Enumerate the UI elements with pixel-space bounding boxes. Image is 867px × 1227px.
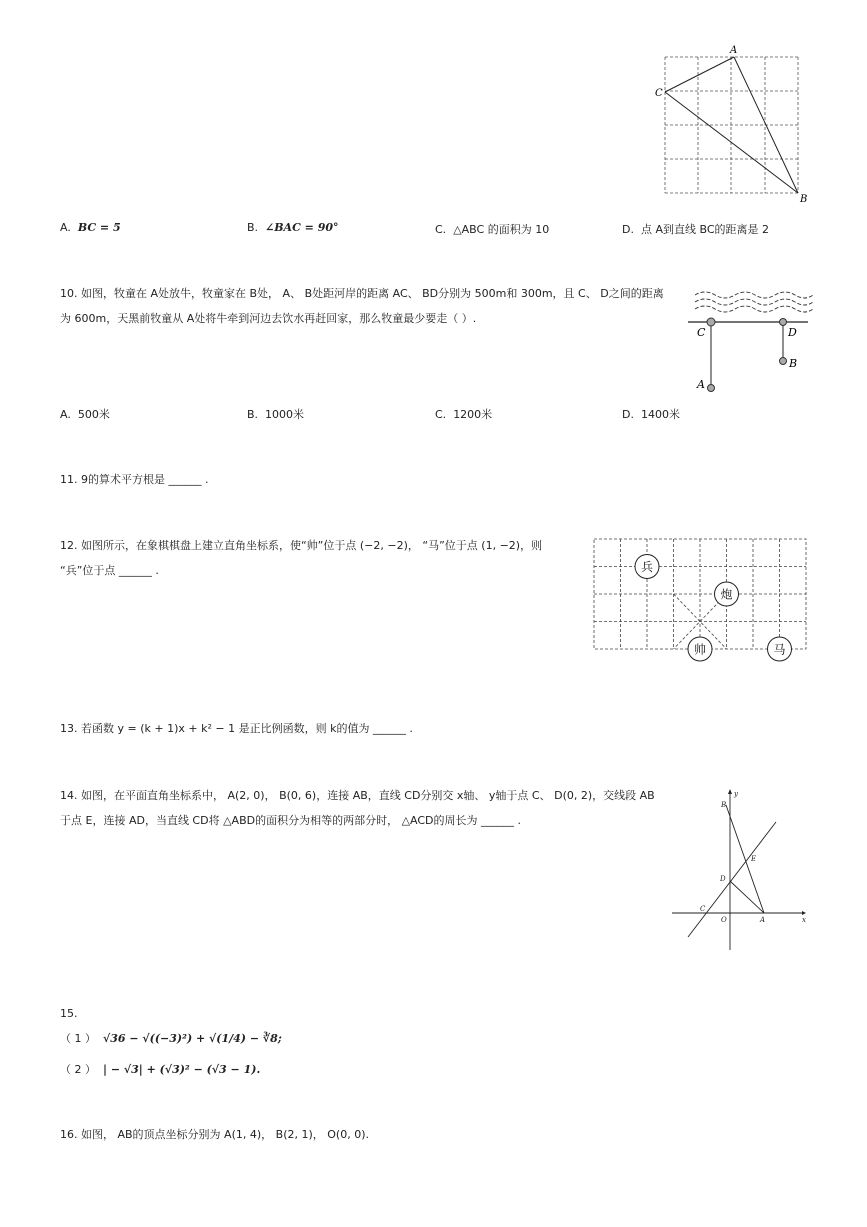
option-letter: C. [435, 223, 447, 236]
q10-option-d[interactable] [622, 406, 680, 422]
q12-chessboard-figure [590, 535, 810, 665]
q14-coordinate-figure [670, 785, 815, 955]
q14-label-d: D [720, 875, 726, 883]
q10-option-a[interactable] [60, 406, 110, 422]
q14-label-a: A [760, 916, 766, 924]
option-text: 1000米 [265, 408, 305, 421]
q9-figure [650, 40, 815, 210]
option-text: 1200米 [453, 408, 493, 421]
q12-line2: “兵”位于点 ______ . [60, 564, 159, 577]
q11-stem: 11. 9的算术平方根是 ______ . [60, 473, 209, 486]
q15-part-2 [60, 1061, 260, 1077]
q10-option-b[interactable] [247, 406, 304, 422]
q9-option-d[interactable] [622, 221, 769, 237]
q10-option-c[interactable] [435, 406, 492, 422]
q9-option-b[interactable] [247, 221, 339, 234]
q10-label-a: A [697, 378, 705, 391]
part-expression: | − √3| + (√3)² − (√3 − 1). [103, 1063, 261, 1076]
q14-label-y: y [734, 790, 738, 798]
q12-stem [60, 533, 580, 583]
q9-label-a: A [730, 45, 738, 56]
piece-pao: 炮 [720, 587, 733, 602]
option-letter: C. [435, 408, 447, 421]
q16-stem: 16. 如图， AB的顶点坐标分别为 A(1, 4)， B(2, 1)， O(0, 0). [60, 1128, 369, 1141]
q13-stem: 13. 若函数 y = (k + 1)x + k² − 1 是正比例函数，则 k的值为 ______ . [60, 722, 413, 735]
q10-figure [683, 285, 813, 397]
q14-line1: 14. 如图，在平面直角坐标系中， A(2, 0)， B(0, 6)，连接 AB，直线 CD分别交 x轴、 y轴于点 C、 D(0, 2)，交线段 AB [60, 789, 655, 802]
option-letter: A. [60, 221, 71, 234]
part-expression: √36 − √((−3)²) + √(1/4) − ∛8; [103, 1032, 282, 1045]
q10-label-b: B [789, 357, 798, 370]
q9-label-b: B [800, 194, 808, 205]
q9-label-c: C [655, 88, 663, 99]
q14-line2: 于点 E，连接 AD，当直线 CD将 △ABD的面积分为相等的两部分时， △ACD的周长为 ______ . [60, 814, 522, 827]
q10-line2: 为 600m，天黑前牧童从 A处将牛牵到河边去饮水再赶回家，那么牧童最少要走（ ）. [60, 312, 477, 325]
option-text: 点 A到直线 BC的距离是 2 [640, 223, 770, 236]
q12-line1: 12. 如图所示，在象棋棋盘上建立直角坐标系，使“帅”位于点 (−2, −2)， “马”位于点 (1, −2)，则 [60, 539, 543, 552]
q15-number: 15. [60, 1007, 78, 1020]
q9-option-c[interactable] [435, 221, 549, 237]
q10-label-d: D [788, 326, 797, 339]
option-text: 500米 [77, 408, 110, 421]
q10-label-c: C [697, 326, 706, 339]
q14-label-c: C [700, 905, 706, 913]
option-letter: B. [247, 408, 259, 421]
piece-ma: 马 [773, 642, 786, 657]
q14-label-b: B [721, 801, 727, 809]
option-letter: D. [622, 408, 634, 421]
q14-label-o: O [721, 916, 727, 924]
piece-bing: 兵 [640, 560, 654, 574]
option-text: ∠BAC = 90° [265, 221, 339, 234]
piece-shuai: 帅 [693, 642, 707, 657]
q10-line1: 10. 如图，牧童在 A处放牛，牧童家在 B处， A、 B处距河岸的距离 AC、 BD分别为 500m和 300m，且 C、 D之间的距离 [60, 287, 664, 300]
q15-part-1 [60, 1030, 282, 1046]
q14-label-e: E [751, 855, 757, 863]
q10-stem [60, 281, 680, 331]
option-text: 1400米 [640, 408, 680, 421]
part-label: （ 2 ） [60, 1063, 96, 1076]
q14-label-x: x [802, 916, 806, 924]
option-text: BC = 5 [77, 221, 121, 234]
q14-stem [60, 783, 665, 833]
option-text: △ABC 的面积为 10 [453, 223, 550, 236]
option-letter: D. [622, 223, 634, 236]
option-letter: B. [247, 221, 259, 234]
q9-option-a[interactable] [60, 221, 121, 234]
part-label: （ 1 ） [60, 1032, 96, 1045]
option-letter: A. [60, 408, 71, 421]
